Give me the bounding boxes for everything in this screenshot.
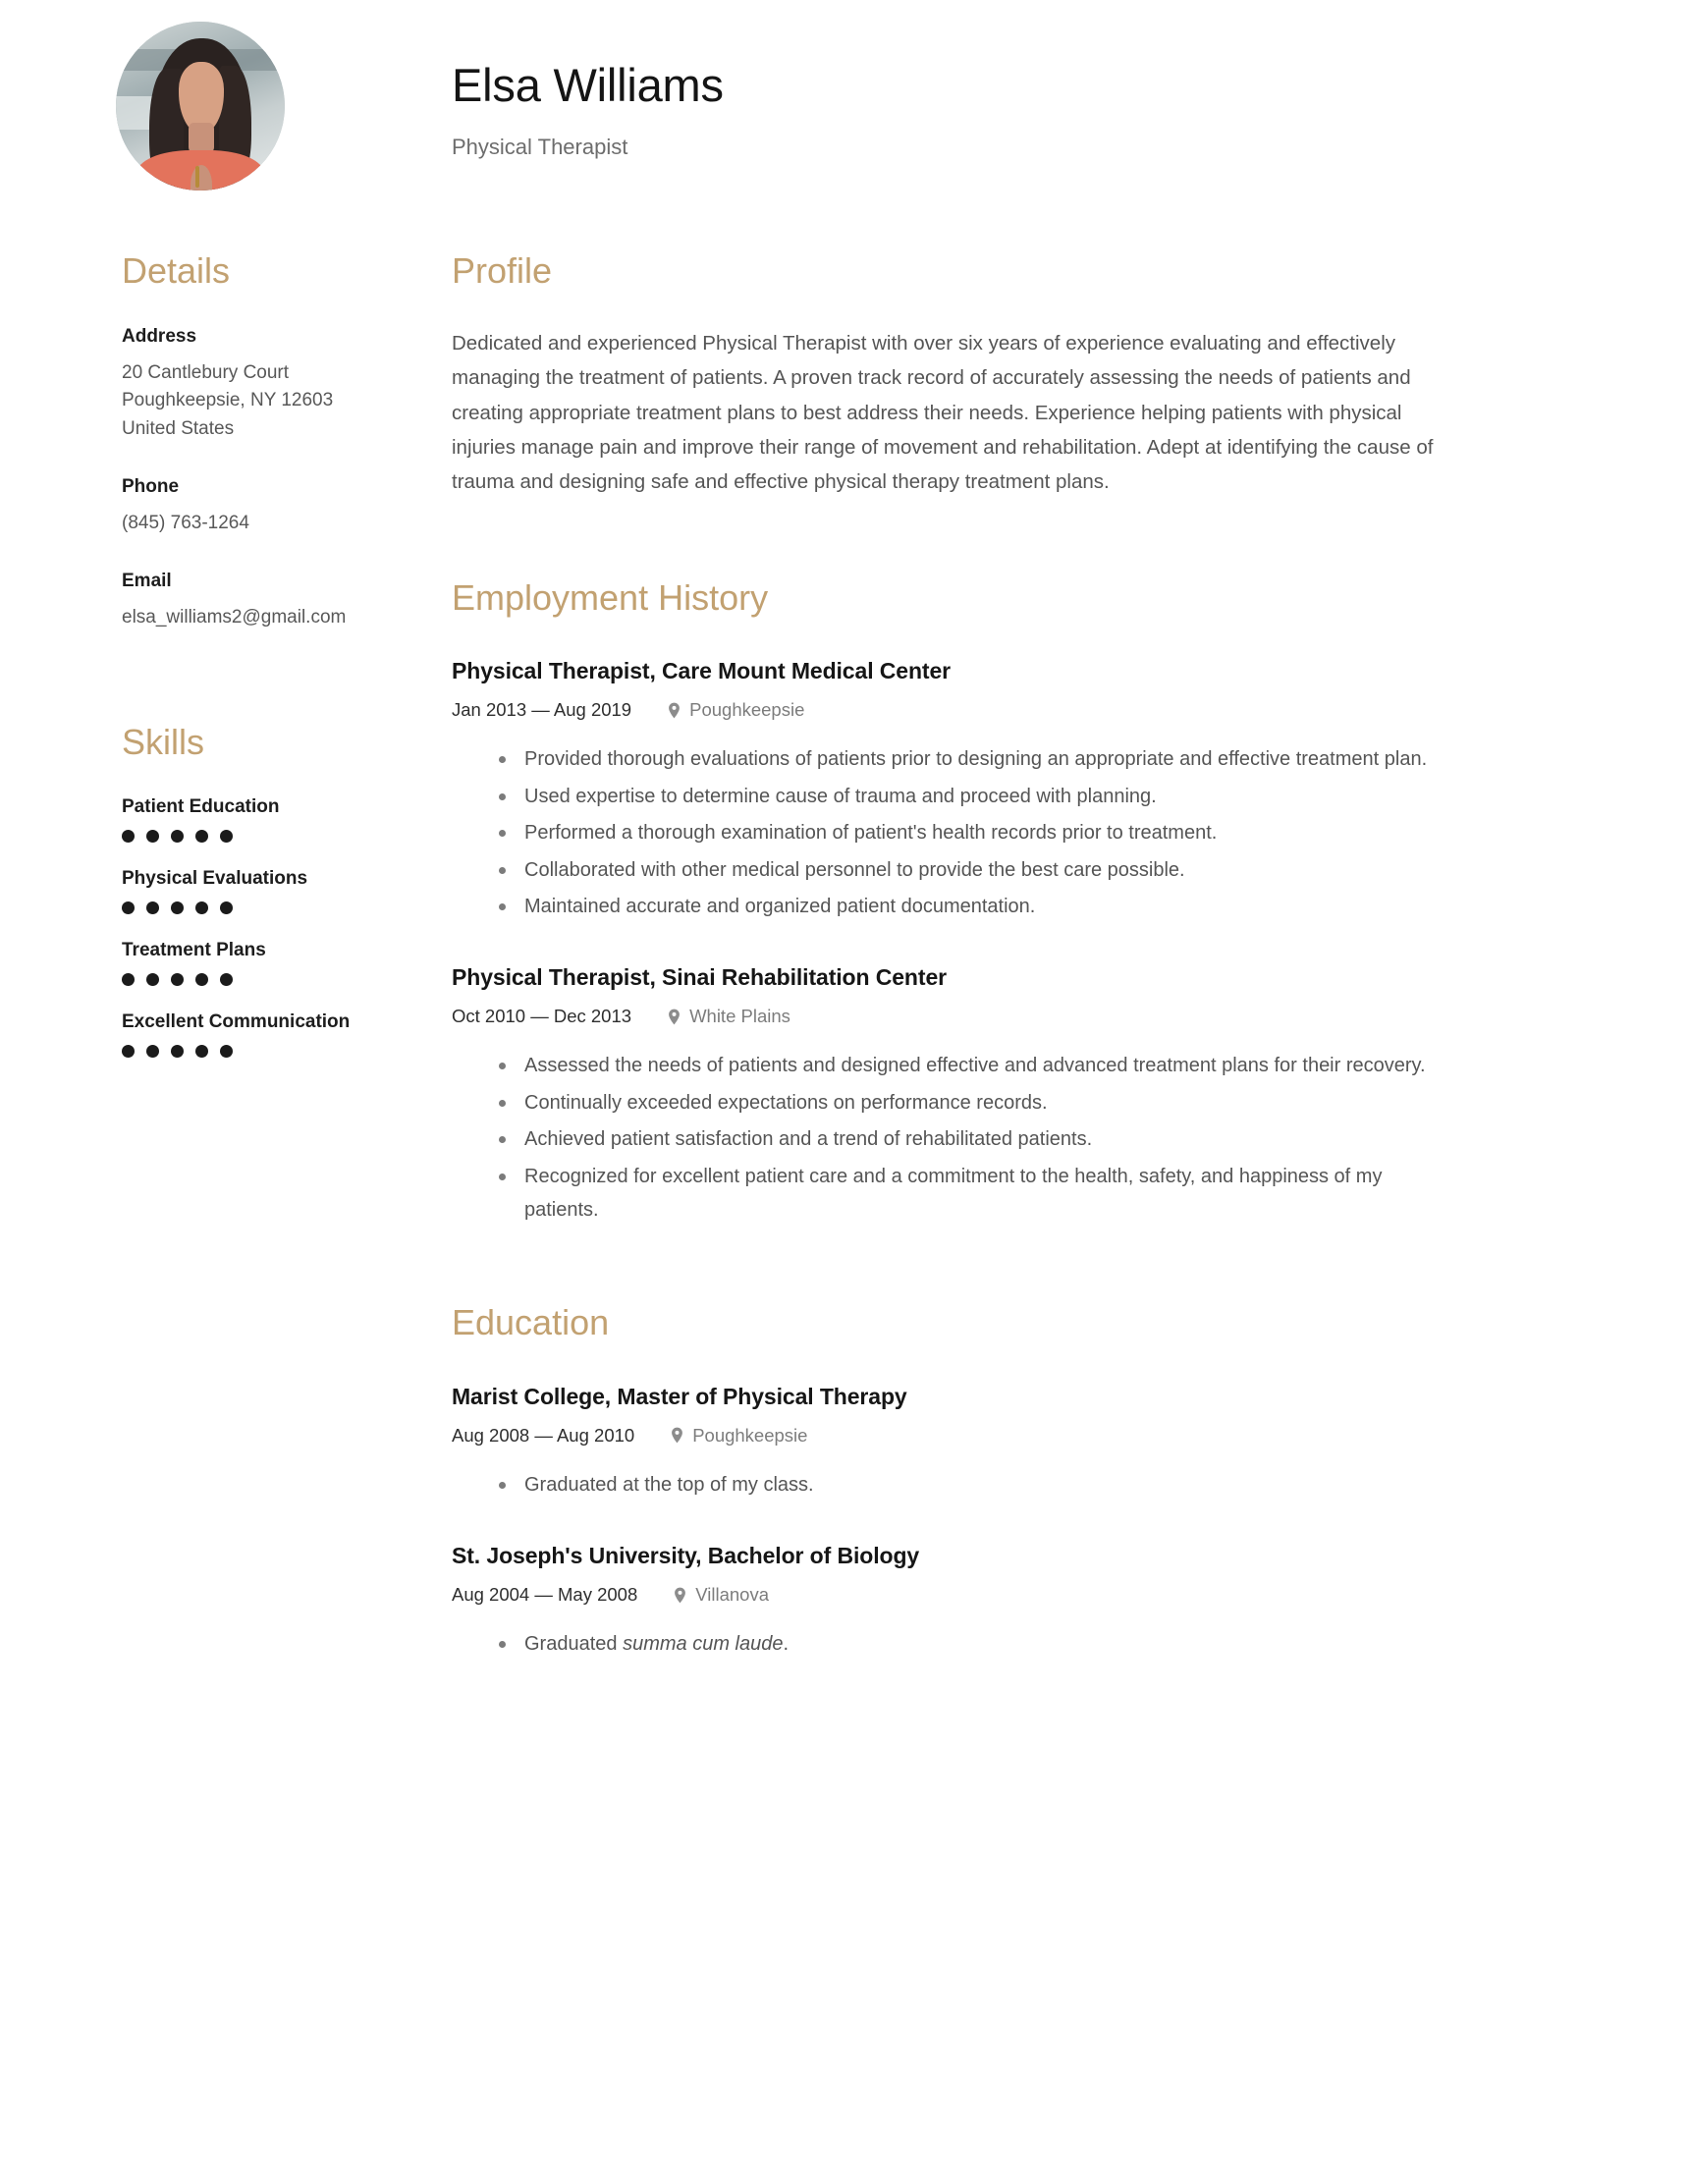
location-pin-icon: [668, 1009, 681, 1025]
phone-label: Phone: [122, 476, 180, 498]
email-value[interactable]: elsa_williams2@gmail.com: [122, 607, 347, 628]
location-pin-icon: [674, 1587, 686, 1604]
skill-rating-dot: [122, 1045, 135, 1058]
entry-meta: [452, 1425, 1573, 1447]
skill-rating-dot: [146, 973, 159, 986]
detail-group-address: [122, 326, 452, 445]
detail-group-email: [122, 571, 452, 632]
skill-rating-dots: [122, 973, 452, 986]
entry-title: Marist College, Master of Physical Therapy: [452, 1383, 907, 1409]
entry-bullet: Graduated at the top of my class.: [499, 1468, 1442, 1502]
main-content: [452, 251, 1689, 1665]
entry-meta: [452, 699, 1573, 721]
entry-dates: Aug 2008 — Aug 2010: [452, 1424, 635, 1446]
resume-entry: [452, 964, 1573, 1227]
skill-rating-dots: [122, 1045, 452, 1058]
skill-rating-dot: [195, 973, 208, 986]
skill-rating-dot: [220, 973, 233, 986]
entry-bullet: Graduated summa cum laude.: [499, 1627, 1442, 1661]
skill-rating-dot: [146, 1045, 159, 1058]
skill-rating-dot: [195, 830, 208, 843]
entry-bullet: Provided thorough evaluations of patients prior to designing an appropriate and effective treatment plan.: [499, 742, 1442, 776]
skill-rating-dots: [122, 901, 452, 914]
address-label: Address: [122, 325, 197, 347]
entry-bullet: Used expertise to determine cause of trauma and proceed with planning.: [499, 780, 1442, 813]
profile-text: Dedicated and experienced Physical Therapist with over six years of experience evaluating and effectively managing the treatment of patients. A proven track record of accurately assessing the needs of patients and creating appropriate treatment plans to best address their needs. Experience helping patients with physical injuries manage pain and improve their range of movement and rehabilitation. Adept at identifying the cause of trauma and designing safe and effective physical therapy treatment plans.: [452, 331, 1434, 494]
entry-bullet: Maintained accurate and organized patient documentation.: [499, 890, 1442, 923]
skill-rating-dot: [122, 973, 135, 986]
entry-location: [671, 1425, 807, 1447]
entry-dates: Aug 2004 — May 2008: [452, 1584, 638, 1606]
email-label: Email: [122, 571, 172, 592]
entry-location-label: Poughkeepsie: [692, 1424, 808, 1446]
entry-location-label: White Plains: [689, 1006, 790, 1027]
sidebar: [0, 251, 452, 1665]
header-text: [452, 22, 724, 160]
detail-group-phone: [122, 476, 452, 538]
skill-name: Patient Education: [122, 795, 280, 817]
entry-location: [668, 699, 804, 721]
skill-rating-dot: [146, 830, 159, 843]
location-pin-icon: [668, 702, 681, 719]
entry-location: [668, 1006, 790, 1027]
employment-list: [452, 658, 1573, 1227]
location-pin-icon: [671, 1427, 683, 1444]
details-block: [122, 326, 452, 632]
candidate-job-title: Physical Therapist: [452, 135, 628, 160]
address-value: [122, 359, 452, 445]
entry-bullet: Achieved patient satisfaction and a trend of rehabilitated patients.: [499, 1122, 1442, 1156]
skill-rating-dot: [122, 901, 135, 914]
resume-body: [0, 191, 1689, 1665]
entry-bullet-list: [452, 742, 1573, 923]
avatar-necklace: [195, 166, 199, 188]
entry-location: [674, 1584, 769, 1606]
skill-rating-dot: [195, 901, 208, 914]
phone-value: (845) 763-1264: [122, 513, 249, 534]
entry-dates: Jan 2013 — Aug 2019: [452, 699, 632, 721]
education-heading: Education: [452, 1302, 610, 1343]
entry-location-label: Villanova: [695, 1584, 769, 1606]
entry-title: Physical Therapist, Care Mount Medical Center: [452, 658, 952, 684]
entry-bullet: Recognized for excellent patient care and a commitment to the health, safety, and happiness of my patients.: [499, 1160, 1442, 1228]
entry-title: Physical Therapist, Sinai Rehabilitation Center: [452, 964, 947, 991]
skill-name: Treatment Plans: [122, 939, 266, 960]
entry-bullet: Continually exceeded expectations on performance records.: [499, 1086, 1442, 1119]
skill-name: Excellent Communication: [122, 1010, 351, 1032]
skill-rating-dot: [122, 830, 135, 843]
skill-rating-dot: [171, 830, 184, 843]
entry-bullet: Performed a thorough examination of patient's health records prior to treatment.: [499, 816, 1442, 849]
address-line-2: Poughkeepsie, NY 12603: [122, 390, 334, 411]
entry-location-label: Poughkeepsie: [689, 699, 805, 721]
entry-bullet-list: [452, 1468, 1573, 1502]
address-line-3: United States: [122, 418, 235, 440]
skill-rating-dot: [171, 1045, 184, 1058]
skill-rating-dot: [171, 973, 184, 986]
skill-item: [122, 1011, 452, 1058]
resume-entry: [452, 658, 1573, 923]
profile-heading: Profile: [452, 250, 553, 291]
avatar-column: [0, 22, 452, 191]
resume-header: [0, 0, 1689, 191]
entry-dates: Oct 2010 — Dec 2013: [452, 1006, 632, 1027]
skill-rating-dot: [146, 901, 159, 914]
avatar-neck: [189, 123, 214, 153]
resume-entry: [452, 1384, 1573, 1502]
candidate-name: Elsa Williams: [452, 59, 724, 111]
skill-rating-dot: [171, 901, 184, 914]
entry-bullet-list: [452, 1049, 1573, 1227]
skill-item: [122, 868, 452, 914]
skills-list: [122, 796, 452, 1058]
skill-name: Physical Evaluations: [122, 867, 308, 889]
entry-meta: [452, 1006, 1573, 1027]
entry-bullet-list: [452, 1627, 1573, 1661]
employment-heading: Employment History: [452, 576, 769, 618]
resume-entry: [452, 1543, 1573, 1661]
details-heading: Details: [122, 250, 231, 291]
skill-rating-dot: [220, 901, 233, 914]
entry-title: St. Joseph's University, Bachelor of Biology: [452, 1543, 920, 1569]
entry-meta: [452, 1584, 1573, 1606]
skill-rating-dots: [122, 830, 452, 843]
entry-bullet: Collaborated with other medical personnel to provide the best care possible.: [499, 853, 1442, 887]
skill-rating-dot: [220, 830, 233, 843]
education-list: [452, 1384, 1573, 1662]
skill-item: [122, 940, 452, 986]
skill-rating-dot: [195, 1045, 208, 1058]
skills-heading: Skills: [122, 721, 205, 762]
entry-bullet: Assessed the needs of patients and designed effective and advanced treatment plans for their recovery.: [499, 1049, 1442, 1082]
address-line-1: 20 Cantlebury Court: [122, 361, 290, 383]
avatar: [116, 22, 285, 191]
skill-rating-dot: [220, 1045, 233, 1058]
skill-item: [122, 796, 452, 843]
